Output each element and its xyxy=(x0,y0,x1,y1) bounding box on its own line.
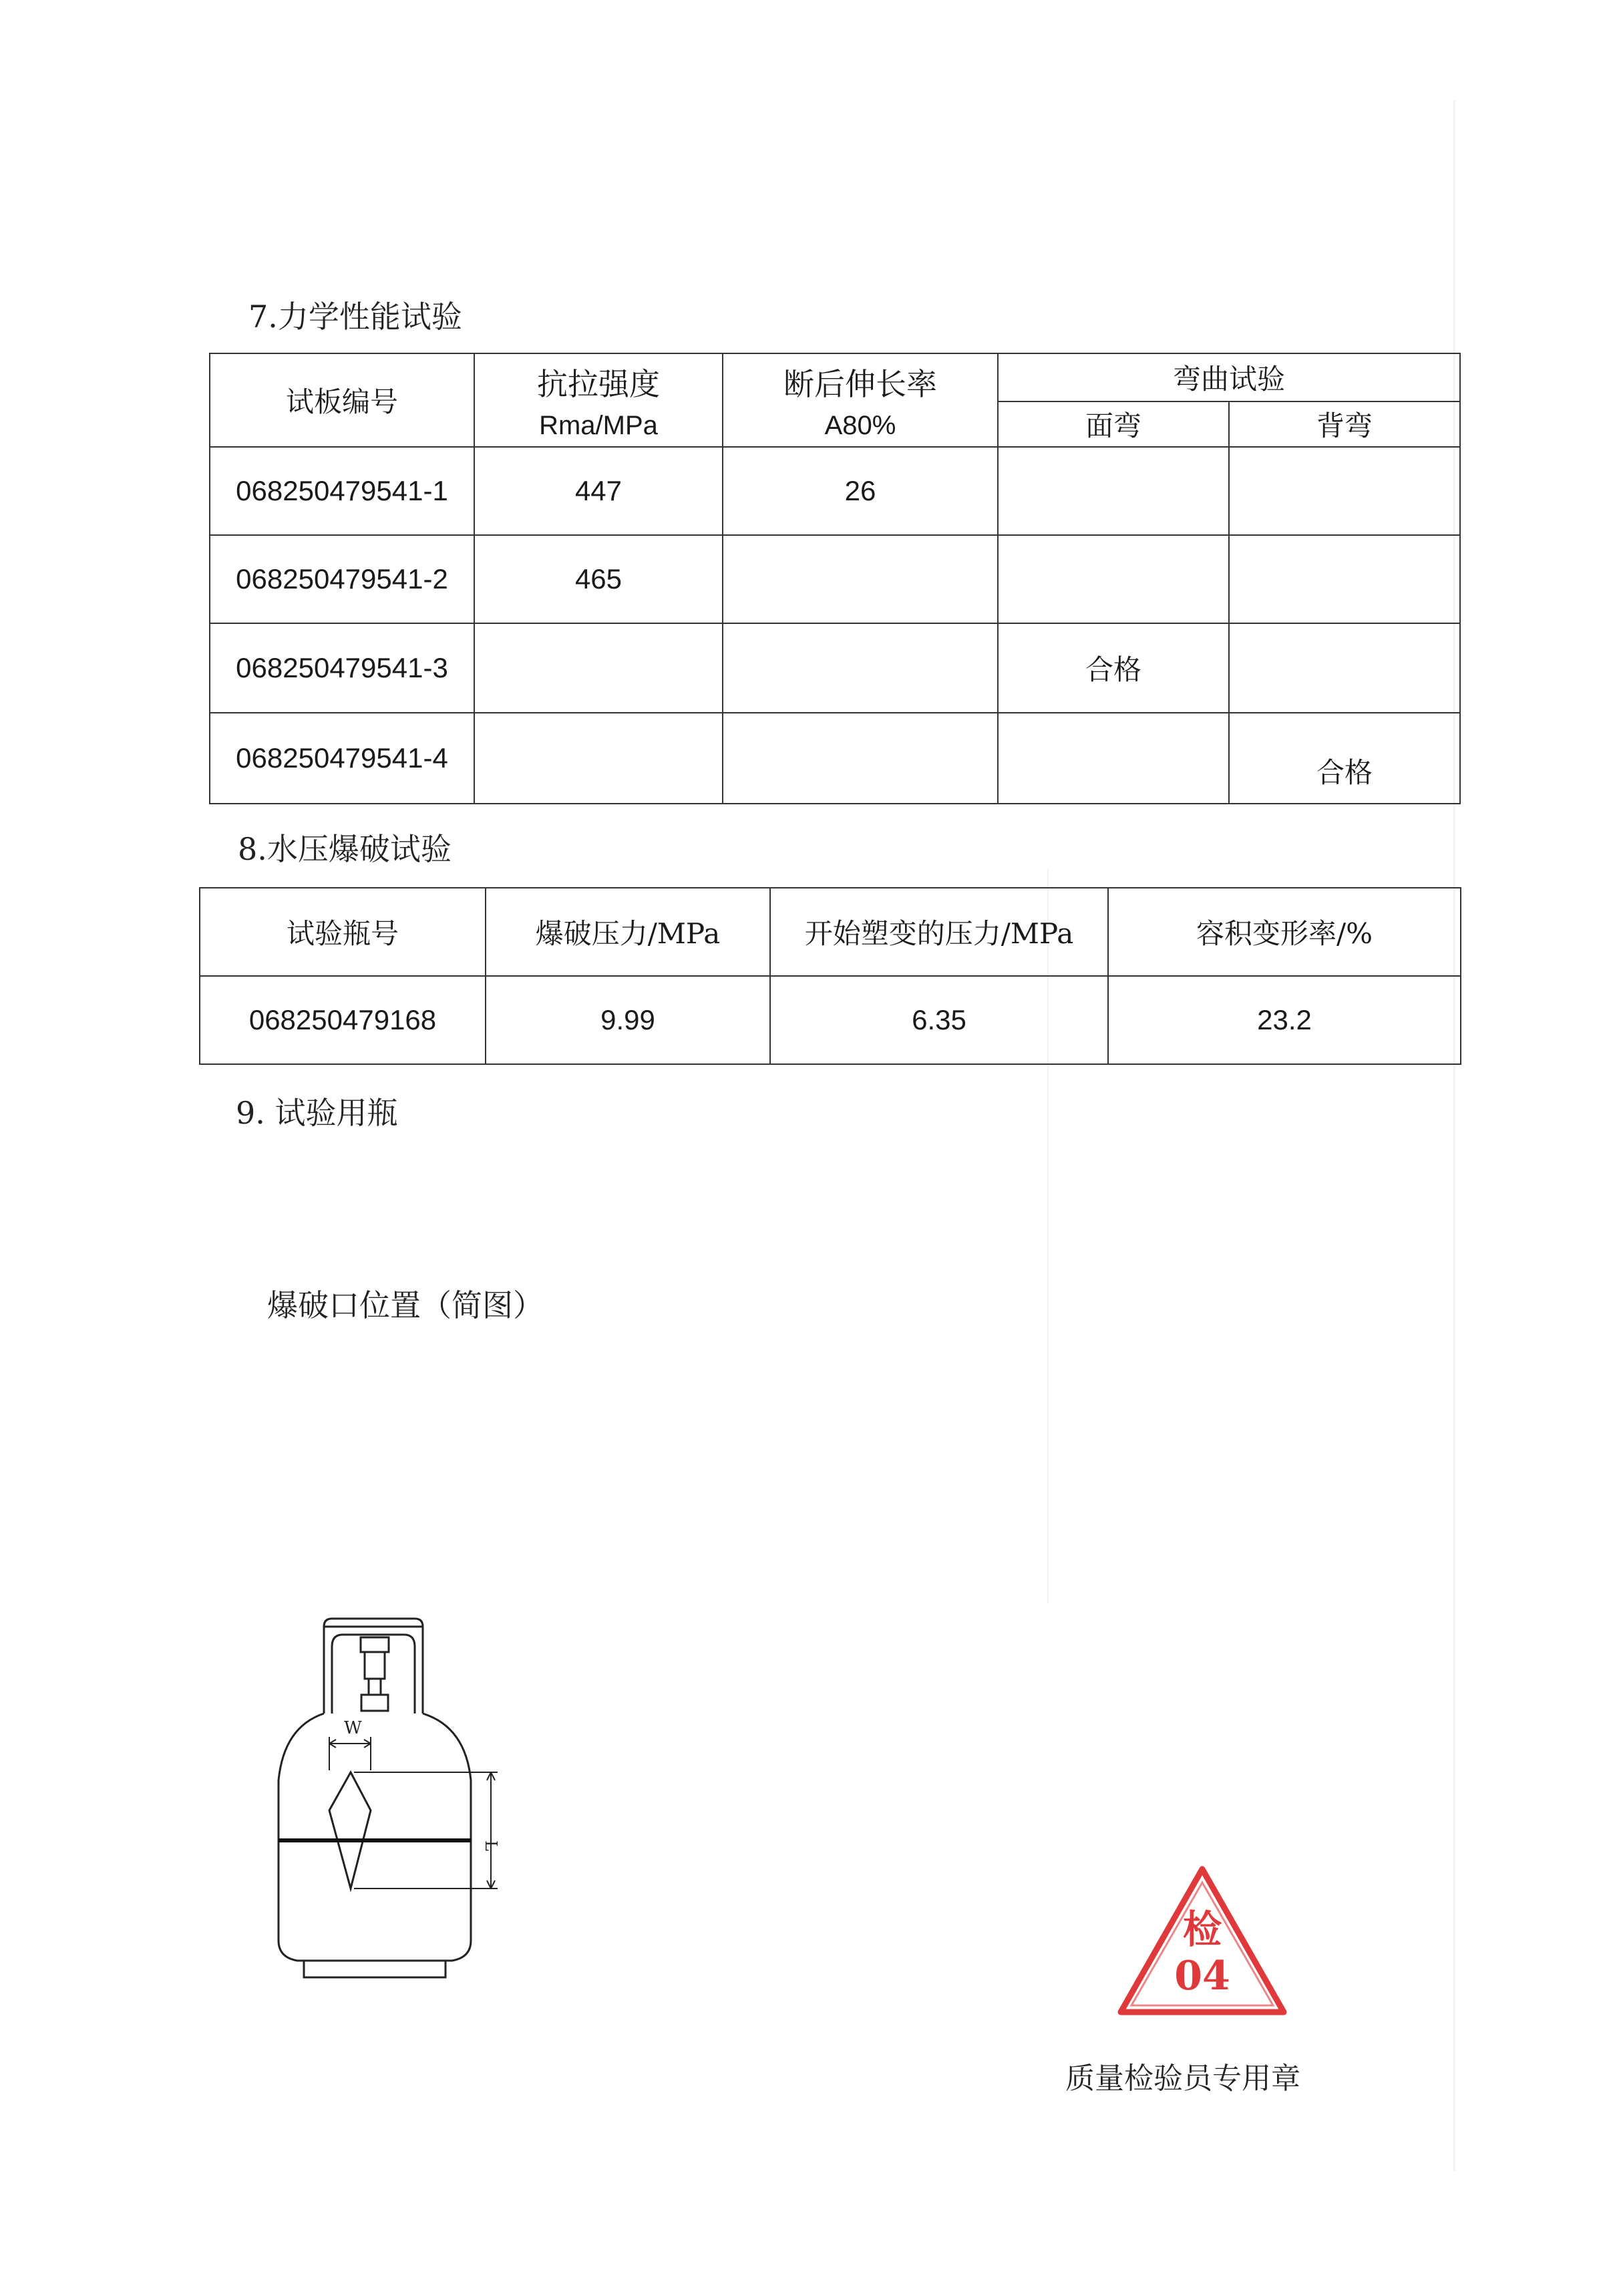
header-tensile-label: 抗拉强度 xyxy=(537,365,660,402)
header-burst-pressure: 爆破压力/MPa xyxy=(486,888,770,976)
stamp-number: 04 xyxy=(1174,1953,1230,1999)
section-8-title: 8.水压爆破试验 xyxy=(238,831,452,867)
header-volume-deformation: 容积变形率/% xyxy=(1108,888,1461,976)
triangle-stamp-icon xyxy=(1115,1864,1289,2017)
elongation-cell xyxy=(723,623,998,713)
plate-id-cell: 068250479541-2 xyxy=(210,535,474,623)
header-plate-id: 试板编号 xyxy=(210,353,474,447)
header-elongation-unit: A80% xyxy=(824,410,896,440)
back-bend-cell xyxy=(1229,535,1460,623)
section-9-title: 9. 试验用瓶 xyxy=(236,1095,398,1131)
back-bend-cell: 合格 xyxy=(1229,713,1460,804)
header-tensile xyxy=(474,353,723,447)
stamp-char: 检 xyxy=(1182,1907,1222,1952)
length-label: L xyxy=(482,1840,500,1851)
header-bottle-no: 试验瓶号 xyxy=(200,888,486,976)
plate-id-cell: 068250479541-1 xyxy=(210,447,474,535)
face-bend-cell xyxy=(998,535,1229,623)
header-bend-test: 弯曲试验 xyxy=(998,353,1460,401)
back-bend-cell xyxy=(1229,447,1460,535)
burst-test-table xyxy=(199,887,1461,1065)
tensile-cell: 465 xyxy=(474,535,723,623)
face-bend-cell xyxy=(998,713,1229,804)
elongation-cell xyxy=(723,535,998,623)
tensile-cell: 447 xyxy=(474,447,723,535)
tensile-cell xyxy=(474,713,723,804)
header-yield-pressure: 开始塑变的压力/MPa xyxy=(770,888,1108,976)
inspector-stamp xyxy=(1115,1864,1289,2017)
plate-id-cell: 068250479541-4 xyxy=(210,713,474,804)
tensile-cell xyxy=(474,623,723,713)
elongation-cell: 26 xyxy=(723,447,998,535)
cylinder-diagram xyxy=(271,1613,524,1981)
burst-location-caption: 爆破口位置（简图） xyxy=(267,1287,544,1323)
plate-id-cell: 068250479541-3 xyxy=(210,623,474,713)
mechanical-test-table xyxy=(209,353,1461,804)
width-label: W xyxy=(344,1718,362,1738)
header-elongation-label: 断后伸长率 xyxy=(783,365,937,402)
face-bend-cell: 合格 xyxy=(998,623,1229,713)
burst-pressure-cell: 9.99 xyxy=(486,976,770,1064)
stamp-caption: 质量检验员专用章 xyxy=(1065,2062,1300,2096)
volume-deformation-cell: 23.2 xyxy=(1108,976,1461,1064)
back-bend-cell xyxy=(1229,623,1460,713)
face-bend-cell xyxy=(998,447,1229,535)
bottle-no-cell: 068250479168 xyxy=(200,976,486,1064)
section-7-title: 7.力学性能试验 xyxy=(248,299,462,335)
elongation-cell xyxy=(723,713,998,804)
header-face-bend: 面弯 xyxy=(998,401,1229,447)
header-back-bend: 背弯 xyxy=(1229,401,1460,447)
gas-cylinder-icon xyxy=(271,1613,524,1981)
header-tensile-unit: Rma/MPa xyxy=(539,410,658,440)
yield-pressure-cell: 6.35 xyxy=(770,976,1108,1064)
header-elongation xyxy=(723,353,998,447)
